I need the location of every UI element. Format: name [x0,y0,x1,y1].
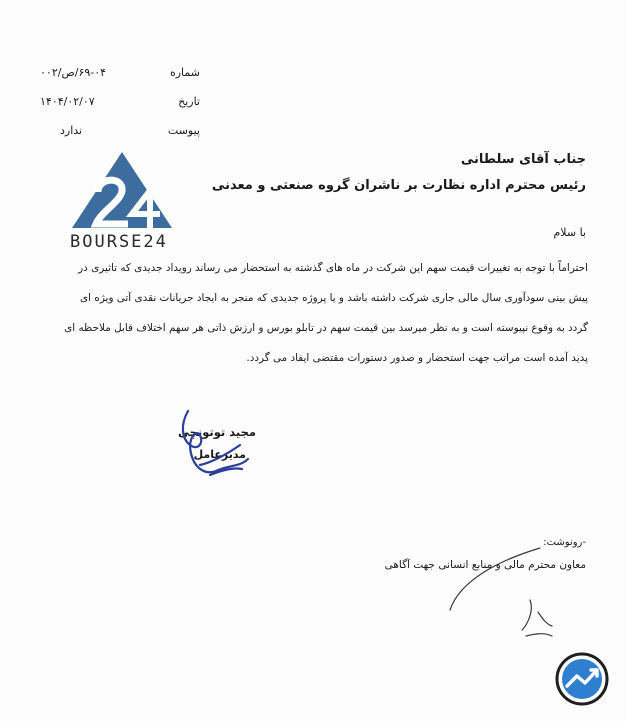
signatory-name: مجید توتونچی [177,425,256,439]
addressee-name: جناب آقای سلطانی [460,152,586,167]
addressee-title: رئیس محترم اداره نظارت بر ناشران گروه صنعتی و معدنی [211,178,586,193]
letter-number-value: ۶۹-۰۴/ص/۰۰۲ [40,66,107,79]
greeting: با سلام [553,226,586,239]
letter-number-row [40,66,200,86]
initials-scribble-icon [430,540,570,650]
bourse24-brand-text: BOURSE24 [70,232,168,252]
bourse24-badge-icon [555,652,609,706]
letter-attachment-value: ندارد [60,124,83,137]
body-line: پدید آمده است مراتب جهت استحضار و صدور دستورات مقتضی ایفاد می گردد. [246,352,588,364]
letter-attachment-row [40,124,200,144]
cc-recipient: معاون محترم مالی و منابع انسانی جهت آگاهی [384,559,586,571]
letter-date-value: ۱۴۰۴/۰۲/۰۷ [40,95,95,108]
letter-attachment-label: پیوست [167,124,200,137]
letter-number-label: شماره [169,66,200,79]
cc-label: -رونوشت: [543,537,586,548]
signature-scribble-icon [170,405,260,485]
body-line: احتراماً با توجه به تغییرات قیمت سهم این شرکت در ماه های گذشته به استحضار می رساند رویداد جدیدی که تاثیری در [78,262,588,274]
letter-date-label: تاریخ [178,95,200,108]
body-line: گردد به وقوع نپیوسته است و به نظر میرسد بین قیمت سهم در تابلو بورس و ارزش ذاتی هر سهم اختلاف قابل ملاحظه ای [64,322,588,334]
body-line: پیش بینی سودآوری سال مالی جاری شرکت داشته باشد و یا پروژه جدیدی که منجر به ایجاد جریانات نقدی آتی ویژه ای [80,292,588,304]
letter-date-row [40,95,200,115]
signatory-title: مدیرعامل [193,448,246,461]
